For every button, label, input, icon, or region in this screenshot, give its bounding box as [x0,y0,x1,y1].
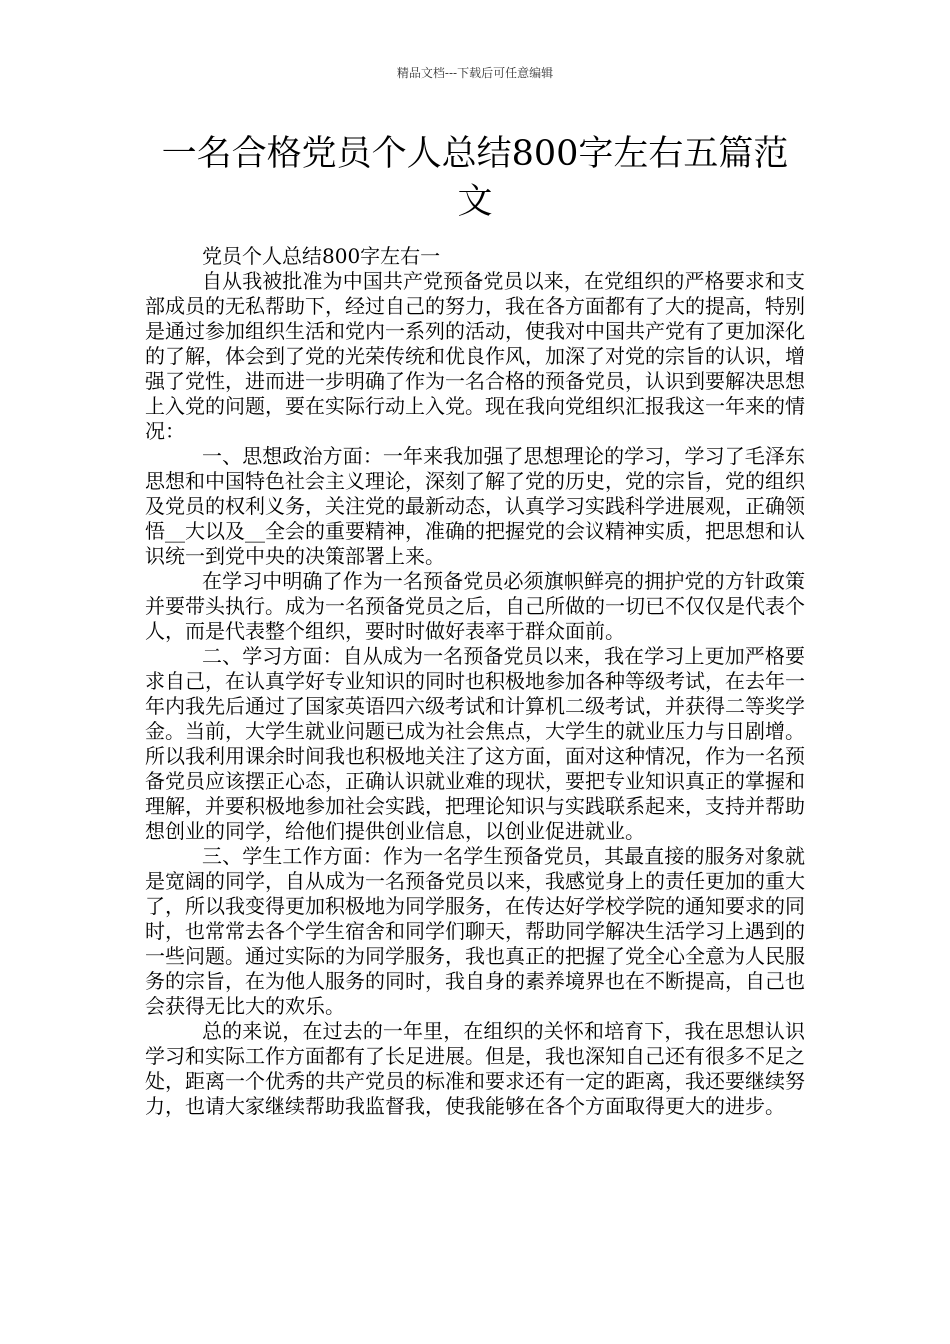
header-note: 精品文档---下载后可任意编辑 [396,66,554,80]
paragraph-study: 二、学习方面：自从成为一名预备党员以来，我在学习上更加严格要求自己，在认真学好专业知识的同时也积极地参加各种等级考试，在去年一年内我先后通过了国家英语四六级考试和计算机二级考试，并获得二等奖学金。当前，大学生就业问题已成为社会焦点，大学生的就业压力与日剧增。所以我利用课余时间我也积极地关注了这方面，面对这种情况，作为一名预备党员应该摆正心态，正确认识就业难的现状，要把专业知识真正的掌握和理解，并要积极地参加社会实践，把理论知识与实践联系起来，支持并帮助想创业的同学，给他们提供创业信息，以创业促进就业。 [145,644,805,843]
document-title: 一名合格党员个人总结800字左右五篇范文 [161,134,789,222]
paragraph-intro: 自从我被批准为中国共产党预备党员以来，在党组织的严格要求和支部成员的无私帮助下，经过自己的努力，我在各方面都有了大的提高，特别是通过参加组织生活和党内一系列的活动，使我对中国共产党有了更加深化的了解，体会到了党的光荣传统和优良作风，加深了对党的宗旨的认识，增强了党性，进而进一步明确了作为一名合格的预备党员，认识到要解决思想上入党的问题，要在实际行动上入党。现在我向党组织汇报我这一年来的情况： [145,269,805,443]
paragraph-student-work: 三、学生工作方面：作为一名学生预备党员，其最直接的服务对象就是宽阔的同学，自从成为一名预备党员以来，我感觉身上的责任更加的重大了，所以我变得更加积极地为同学服务，在传达好学校学院的通知要求的同时，也常常去各个学生宿舍和同学们聊天，帮助同学解决生活学习上遇到的一些问题。通过实际的为同学服务，我也真正的把握了党全心全意为人民服务的宗旨，在为他人服务的同时，我自身的素养境界也在不断提高，自己也会获得无比大的欢乐。 [145,844,805,1018]
paragraph-conclusion: 总的来说，在过去的一年里，在组织的关怀和培育下，我在思想认识学习和实际工作方面都有了长足进展。但是，我也深知自己还有很多不足之处，距离一个优秀的共产党员的标准和要求还有一定的距离，我还要继续努力，也请大家继续帮助我监督我，使我能够在各个方面取得更大的进步。 [145,1019,805,1118]
document-body [145,244,805,1119]
paragraph-policy: 在学习中明确了作为一名预备党员必须旗帜鲜亮的拥护党的方针政策并要带头执行。成为一名预备党员之后，自己所做的一切已不仅仅是代表个人，而是代表整个组织，要时时做好表率于群众面前。 [145,569,805,643]
section-heading: 党员个人总结800字左右一 [202,244,441,268]
paragraph-political: 一、思想政治方面：一年来我加强了思想理论的学习，学习了毛泽东思想和中国特色社会主义理论，深刻了解了党的历史，党的宗旨，党的组织及党员的权利义务，关注党的最新动态，认真学习实践科学进展观，正确领悟__大以及__全会的重要精神，准确的把握党的会议精神实质，把思想和认识统一到党中央的决策部署上来。 [145,444,805,568]
